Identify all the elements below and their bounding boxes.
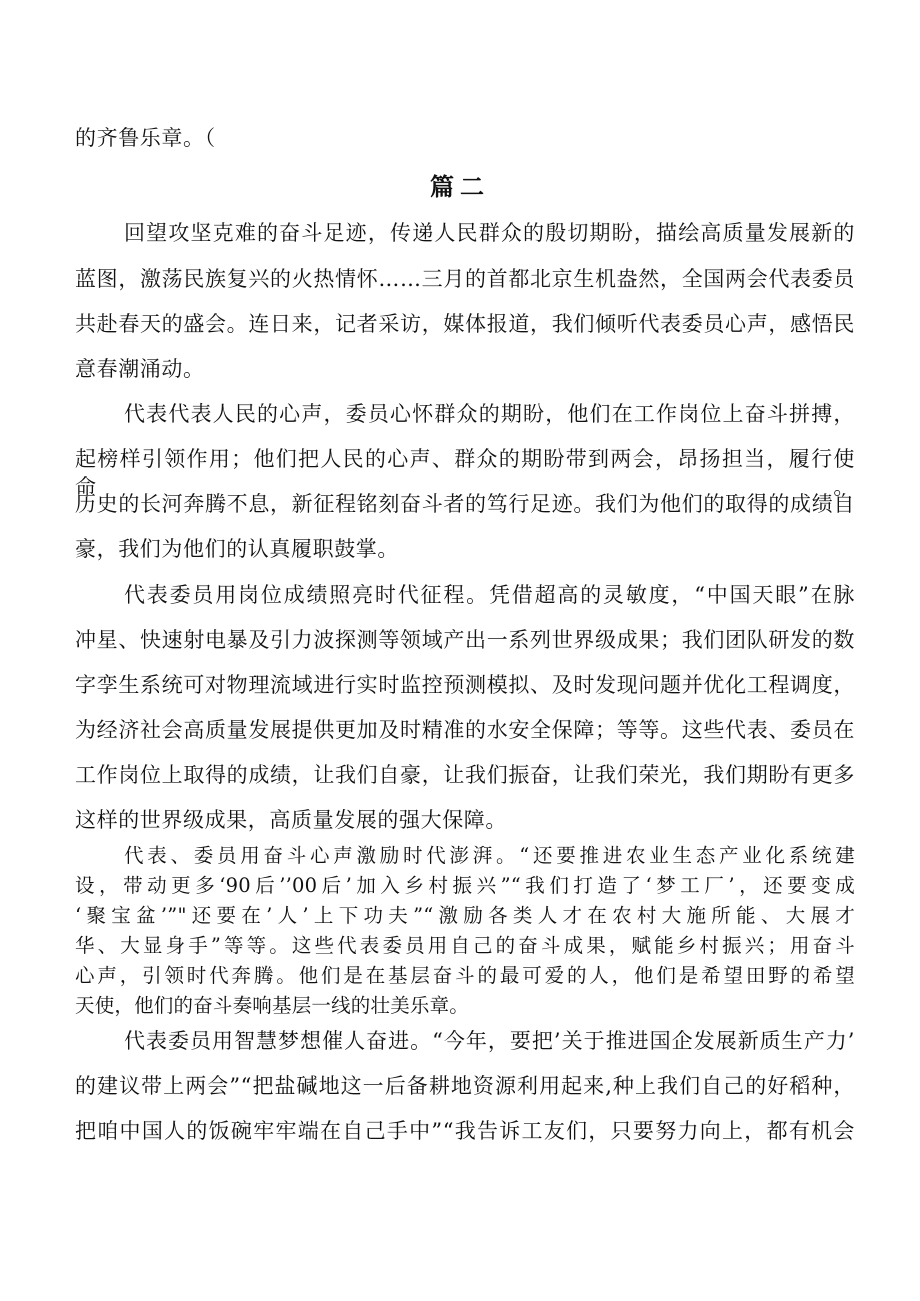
paragraph-line: 起榜样引领作用；他们把人民的心声、群众的期盼带到两会，昂扬担当，履行使命。 bbox=[75, 447, 855, 499]
paragraph-line: 为经济社会高质量发展提供更加及时精准的水安全保障；等等。这些代表、委员在 bbox=[75, 718, 855, 742]
paragraph-line: 共赴春天的盛会。连日来，记者采访，媒体报道，我们倾听代表委员心声，感悟民 bbox=[75, 312, 855, 336]
paragraph-line: 代表代表人民的心声，委员心怀群众的期盼，他们在工作岗位上奋斗拼搏， bbox=[124, 402, 855, 426]
paragraph-line: 字孪生系统可对物理流域进行实时监控预测模拟、及时发现问题并优化工程调度， bbox=[75, 673, 855, 697]
paragraph-line: 代表、委员用奋斗心声激励时代澎湃。“还要推进农业生态产业化系统建 bbox=[124, 844, 855, 867]
paragraph-line: 蓝图，激荡民族复兴的火热情怀……三月的首都北京生机盎然，全国两会代表委员 bbox=[75, 267, 855, 291]
paragraph-line: 这样的世界级成果，高质量发展的强大保障。 bbox=[75, 808, 507, 832]
opening-fragment: 的齐鲁乐章。（ bbox=[75, 126, 216, 150]
paragraph-line: 代表委员用智慧梦想催人奋进。“今年，要把’关于推进国企发展新质生产力’ bbox=[124, 1029, 855, 1053]
paragraph-line: ‘聚宝盆’”"还要在’人’上下功夫”“激励各类人才在农村大施所能、大展才 bbox=[75, 904, 855, 927]
paragraph-line: 设，带动更多‘90后’’00后’加入乡村振兴”“我们打造了‘梦工厂’，还要变成 bbox=[75, 874, 855, 897]
paragraph-line: 回望攻坚克难的奋斗足迹，传递人民群众的殷切期盼，描绘高质量发展新的 bbox=[124, 221, 855, 245]
paragraph-line: 华、大显身手”等等。这些代表委员用自己的奋斗成果，赋能乡村振兴；用奋斗 bbox=[75, 934, 855, 957]
paragraph-line: 历史的长河奔腾不息，新征程铭刻奋斗者的笃行足迹。我们为他们的取得的成绩自 bbox=[75, 492, 855, 516]
paragraph-line: 冲星、快速射电暴及引力波探测等领域产出一系列世界级成果；我们团队研发的数 bbox=[75, 628, 855, 652]
paragraph-line: 工作岗位上取得的成绩，让我们自豪，让我们振奋，让我们荣光，我们期盼有更多 bbox=[75, 763, 855, 787]
paragraph-line: 代表委员用岗位成绩照亮时代征程。凭借超高的灵敏度，“中国天眼”在脉 bbox=[124, 583, 855, 607]
paragraph-line: 的建议带上两会”“把盐碱地这一后备耕地资源利用起来,种上我们自己的好稻种， bbox=[75, 1074, 855, 1098]
paragraph-line: 意春潮涌动。 bbox=[75, 357, 205, 381]
paragraph-line: 天使，他们的奋斗奏响基层一线的壮美乐章。 bbox=[75, 994, 470, 1017]
paragraph-line: 豪，我们为他们的认真履职鼓掌。 bbox=[75, 537, 399, 561]
section-heading: 篇二 bbox=[430, 172, 490, 201]
paragraph-line: 把咱中国人的饭碗牢牢端在自己手中”“我告诉工友们，只要努力向上，都有机会 bbox=[75, 1119, 855, 1143]
paragraph-line: 心声，引领时代奔腾。他们是在基层奋斗的最可爱的人，他们是希望田野的希望 bbox=[75, 964, 855, 987]
